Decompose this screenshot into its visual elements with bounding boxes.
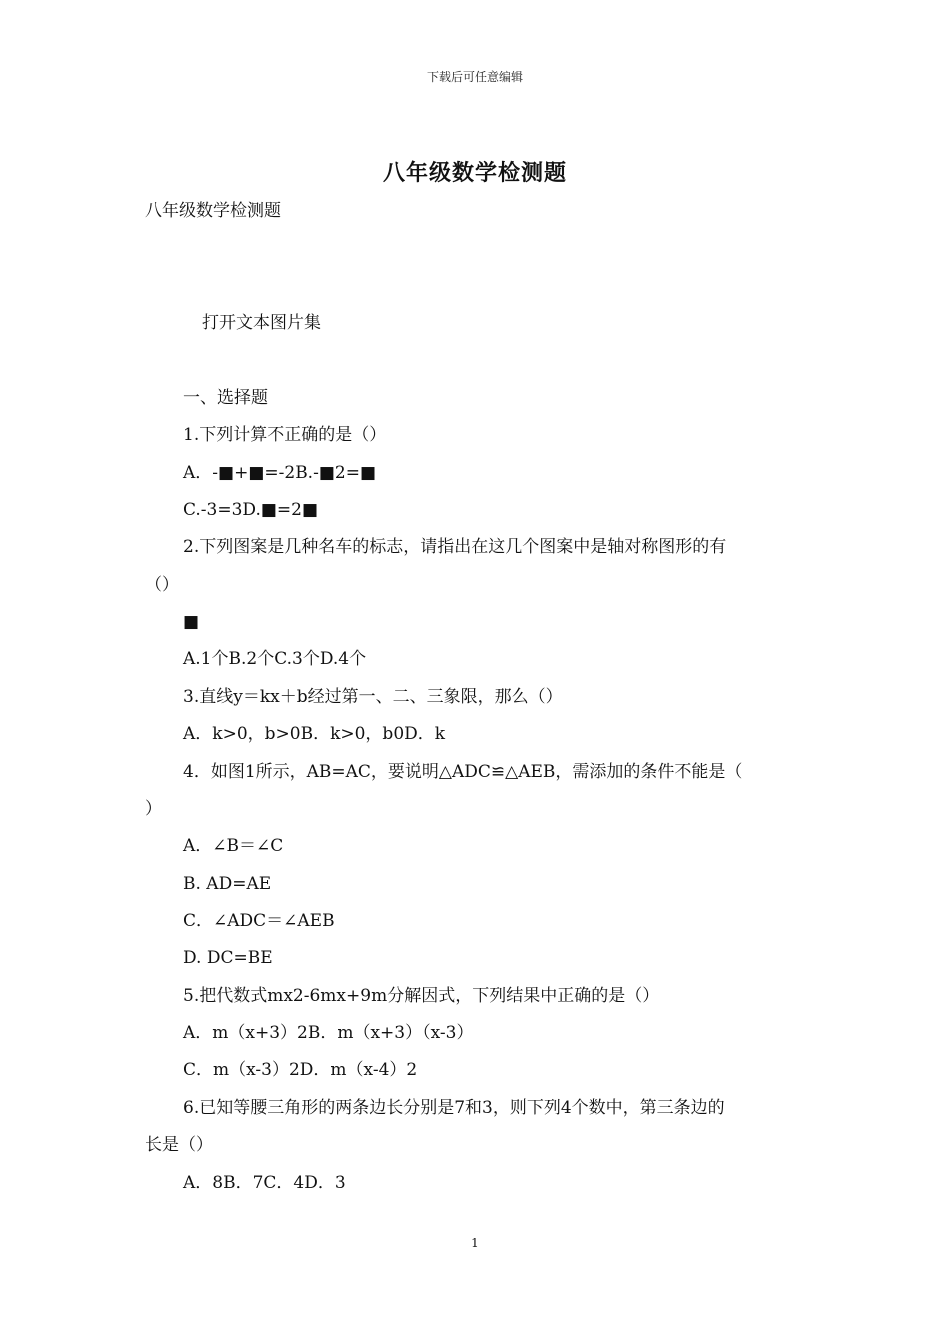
question-4-option-a: A．∠B＝∠C (183, 836, 284, 856)
question-4-option-b: B. AD=AE (183, 874, 272, 894)
question-3: 3.直线y＝kx＋b经过第一、二、三象限，那么（） (183, 687, 563, 707)
question-4-option-d: D. DC=BE (183, 948, 273, 968)
question-2-image-placeholder: ■ (183, 612, 200, 632)
open-gallery-link[interactable]: 打开文本图片集 (202, 313, 321, 333)
question-5-options-ab: A．m（x+3）2B．m（x+3）（x-3） (183, 1023, 474, 1043)
document-title: 八年级数学检测题 (382, 160, 567, 186)
question-2-options: A.1个B.2个C.3个D.4个 (183, 649, 367, 669)
page-header: 下载后可任意编辑 (426, 70, 523, 84)
subtitle: 八年级数学检测题 (145, 201, 281, 221)
question-5-options-cd: C．m（x-3）2D．m（x-4）2 (183, 1060, 418, 1080)
page-number: 1 (471, 1236, 479, 1250)
question-4-option-c: C．∠ADC＝∠AEB (183, 911, 335, 931)
question-3-options: A．k>0，b>0B．k>0，b0D．k (183, 724, 446, 744)
question-1: 1.下列计算不正确的是（） (183, 425, 387, 445)
question-6-continued: 长是（） (145, 1135, 213, 1155)
question-1-options-ab: A．-■+■=-2B.-■2=■ (183, 463, 377, 483)
question-6-options: A．8B．7C．4D．3 (183, 1173, 346, 1193)
question-1-options-cd: C.-3=3D.■=2■ (183, 500, 319, 520)
section-heading: 一、选择题 (183, 388, 268, 408)
question-2: 2.下列图案是几种名车的标志，请指出在这几个图案中是轴对称图形的有 (183, 537, 727, 557)
question-5: 5.把代数式mx2-6mx+9m分解因式，下列结果中正确的是（） (183, 986, 660, 1006)
question-4-continued: ） (145, 799, 162, 819)
question-2-continued: （） (145, 575, 179, 595)
question-6: 6.已知等腰三角形的两条边长分别是7和3，则下列4个数中，第三条边的 (183, 1098, 725, 1118)
question-4: 4．如图1所示，AB=AC，要说明△ADC≌△AEB，需添加的条件不能是（ (183, 762, 743, 782)
